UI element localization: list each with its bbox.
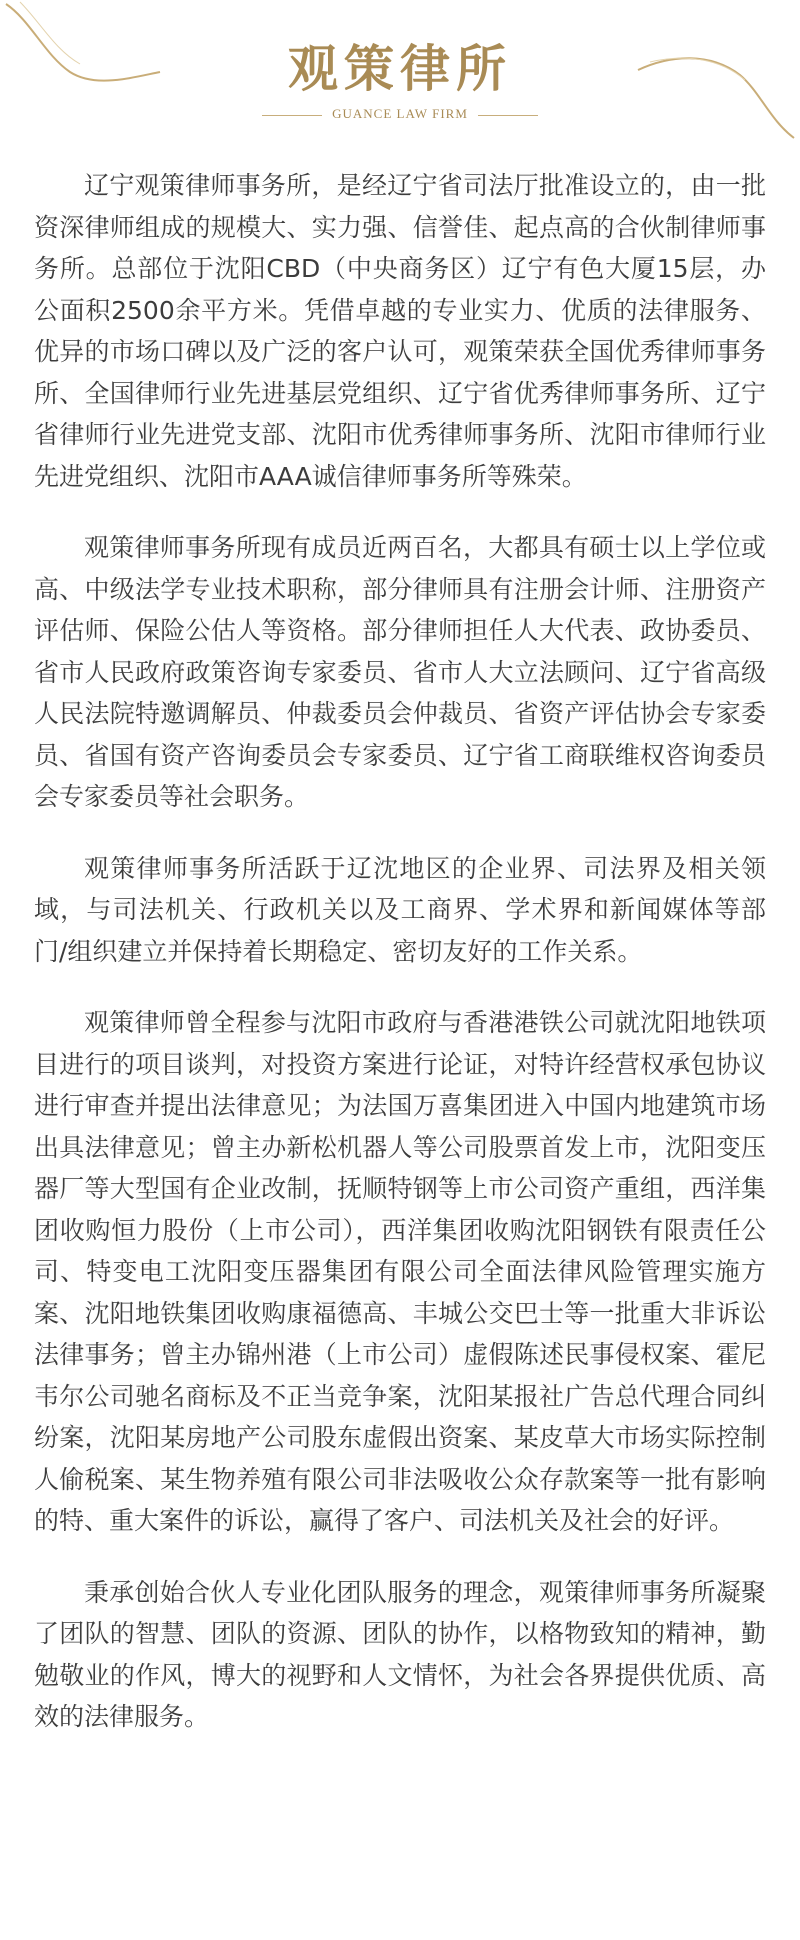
gold-swirl-right-decoration bbox=[630, 50, 800, 150]
subtitle-rule-left bbox=[262, 115, 322, 116]
paragraph-relations: 观策律师事务所活跃于辽沈地区的企业界、司法界及相关领域，与司法机关、行政机关以及工商界、学术界和新闻媒体等部门/组织建立并保持着长期稳定、密切友好的工作关系。 bbox=[34, 853, 766, 966]
paragraph-intro: 辽宁观策律师事务所，是经辽宁省司法厅批准设立的，由一批资深律师组成的规模大、实力强、信誉佳、起点高的合伙制律师事务所。总部位于沈阳CBD（中央商务区）辽宁有色大厦15层，办公面积2500余平方米。凭借卓越的专业实力、优质的法律服务、优异的市场口碑以及广泛的客户认可，观策荣获全国优秀律师事务所、全国律师行业先进基层党组织、辽宁省优秀律师事务所、辽宁省律师行业先进党支部、沈阳市优秀律师事务所、沈阳市律师行业先进党组织、沈阳市AAA诚信律师事务所等殊荣。 bbox=[34, 171, 766, 491]
logo-subtitle: GUANCE LAW FIRM bbox=[332, 106, 468, 121]
paragraph-cases: 观策律师曾全程参与沈阳市政府与香港港铁公司就沈阳地铁项目进行的项目谈判，对投资方案进行论证，对特许经营权承包协议进行审查并提出法律意见；为法国万喜集团进入中国内地建筑市场出具法律意见；曾主办新松机器人等公司股票首发上市，沈阳变压器厂等大型国有企业改制，抚顺特钢等上市公司资产重组，西洋集团收购恒力股份（上市公司），西洋集团收购沈阳钢铁有限责任公司、特变电工沈阳变压器集团有限公司全面法律风险管理实施方案、沈阳地铁集团收购康福德高、丰城公交巴士等一批重大非诉讼法律事务；曾主办锦州港（上市公司）虚假陈述民事侵权案、霍尼韦尔公司驰名商标及不正当竞争案，沈阳某报社广告总代理合同纠纷案，沈阳某房地产公司股东虚假出资案、某皮草大市场实际控制人偷税案、某生物养殖有限公司非法吸收公众存款案等一批有影响的特、重大案件的诉讼，赢得了客户、司法机关及社会的好评。 bbox=[34, 1008, 766, 1535]
article-body bbox=[34, 165, 766, 1768]
paragraph-members: 观策律师事务所现有成员近两百名，大都具有硕士以上学位或高、中级法学专业技术职称，部分律师具有注册会计师、注册资产评估师、保险公估人等资格。部分律师担任人大代表、政协委员、省市人民政府政策咨询专家委员、省市人大立法顾问、辽宁省高级人民法院特邀调解员、仲裁委员会仲裁员、省资产评估协会专家委员、省国有资产咨询委员会专家委员、辽宁省工商联维权咨询委员会专家委员等社会职务。 bbox=[34, 533, 766, 811]
logo-title: 观策律所 bbox=[288, 39, 512, 98]
page-header bbox=[0, 0, 800, 140]
paragraph-philosophy: 秉承创始合伙人专业化团队服务的理念，观策律师事务所凝聚了团队的智慧、团队的资源、团队的协作，以格物致知的精神，勤勉敬业的作风，博大的视野和人文情怀，为社会各界提供优质、高效的法律服务。 bbox=[34, 1577, 766, 1731]
subtitle-rule-right bbox=[478, 115, 538, 116]
